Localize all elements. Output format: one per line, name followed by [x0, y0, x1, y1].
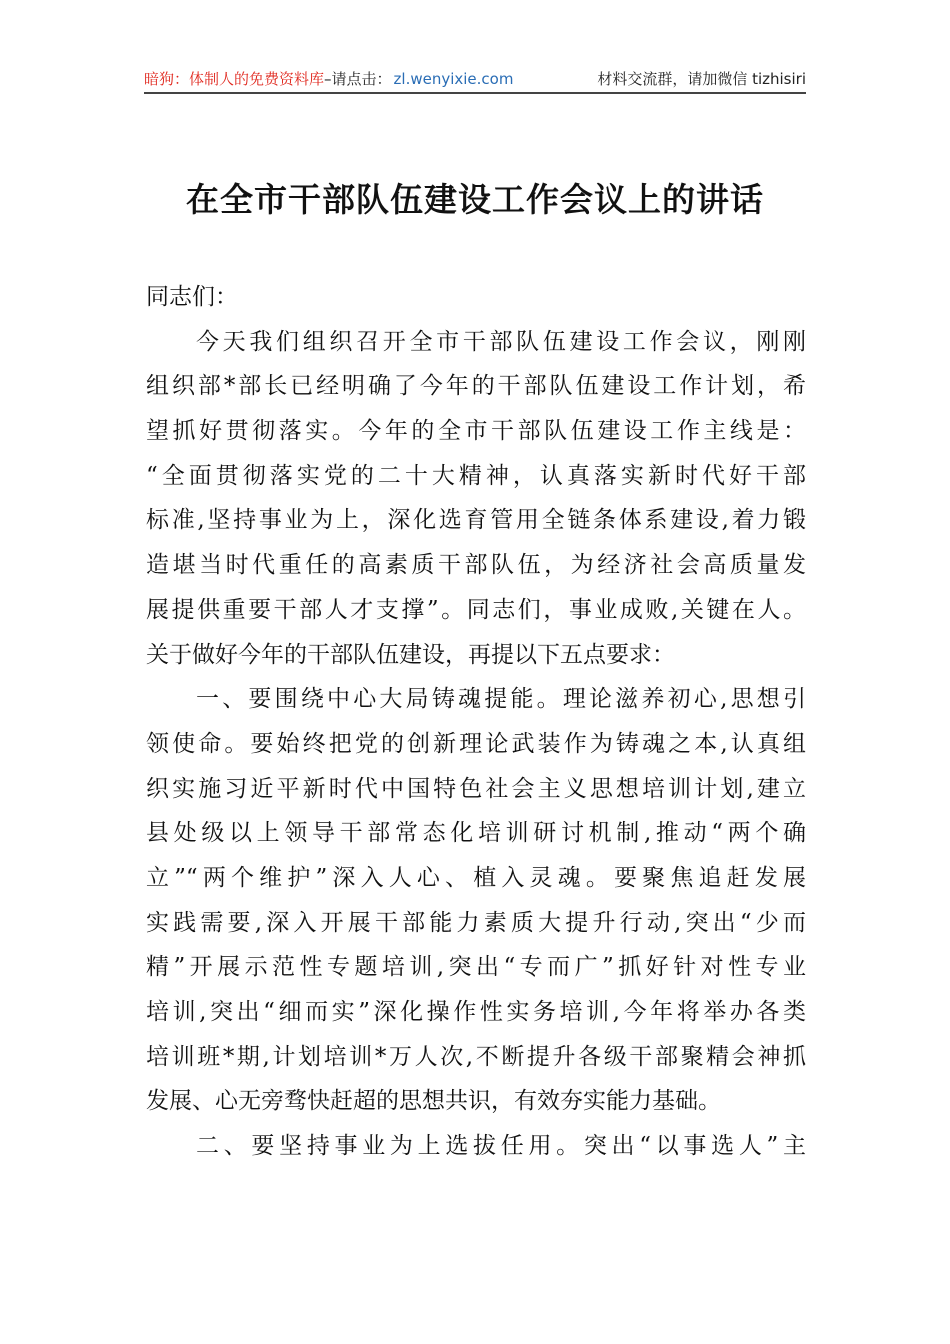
text-line: 标准,坚持事业为上，深化选育管用全链条体系建设,着力锻 [146, 507, 806, 534]
text-line: 培训,突出“细而实”深化操作性实务培训,今年将举办各类 [146, 999, 806, 1025]
text-line: 关于做好今年的干部队伍建设，再提以下五点要求： [146, 641, 675, 668]
text-line: 领使命。要始终把党的创新理论武装作为铸魂之本,认真组 [146, 730, 806, 757]
header-site-name: 暗狗：体制人的免费资料库 [144, 70, 325, 88]
text-line: 县处级以上领导干部常态化培训研讨机制,推动“两个确 [146, 820, 806, 847]
text-line: 织实施习近平新时代中国特色社会主义思想培训计划,建立 [146, 775, 806, 802]
text-line: 组织部*部长已经明确了今年的干部队伍建设工作计划，希 [146, 373, 806, 400]
text-line: 精”开展示范性专题培训,突出“专而广”抓好针对性专业 [146, 954, 806, 981]
watermark-header [144, 68, 806, 89]
text-line: 实践需要,深入开展干部能力素质大提升行动,突出“少而 [146, 909, 806, 936]
header-link[interactable]: zl.wenyixie.com [393, 69, 514, 88]
header-prompt: –请点击： [324, 70, 392, 88]
header-contact: 材料交流群，请加微信 tizhisiri [597, 70, 806, 88]
salutation: 同志们： [146, 284, 238, 310]
text-line: 展提供重要干部人才支撑”。同志们，事业成败,关键在人。 [146, 596, 806, 623]
document-body [146, 275, 806, 1169]
text-line: 望抓好贯彻落实。今年的全市干部队伍建设工作主线是： [146, 418, 806, 445]
text-line: 一、要围绕中心大局铸魂提能。理论滋养初心,思想引 [196, 686, 806, 713]
document-title: 在全市干部队伍建设工作会议上的讲话 [186, 180, 764, 219]
text-line: 培训班*期,计划培训*万人次,不断提升各级干部聚精会神抓 [146, 1043, 806, 1070]
text-line: “全面贯彻落实党的二十大精神，认真落实新时代好干部 [146, 462, 806, 489]
text-line: 发展、心无旁骛快赶超的思想共识，有效夯实能力基础。 [146, 1088, 721, 1115]
text-line: 立”“两个维护”深入人心、植入灵魂。要聚焦追赶发展 [146, 864, 806, 891]
text-line: 造堪当时代重任的高素质干部队伍，为经济社会高质量发 [146, 552, 806, 579]
header-divider [144, 92, 806, 94]
text-line: 二、要坚持事业为上选拔任用。突出“以事选人”主 [196, 1133, 806, 1160]
text-line: 今天我们组织召开全市干部队伍建设工作会议，刚刚 [196, 328, 806, 355]
